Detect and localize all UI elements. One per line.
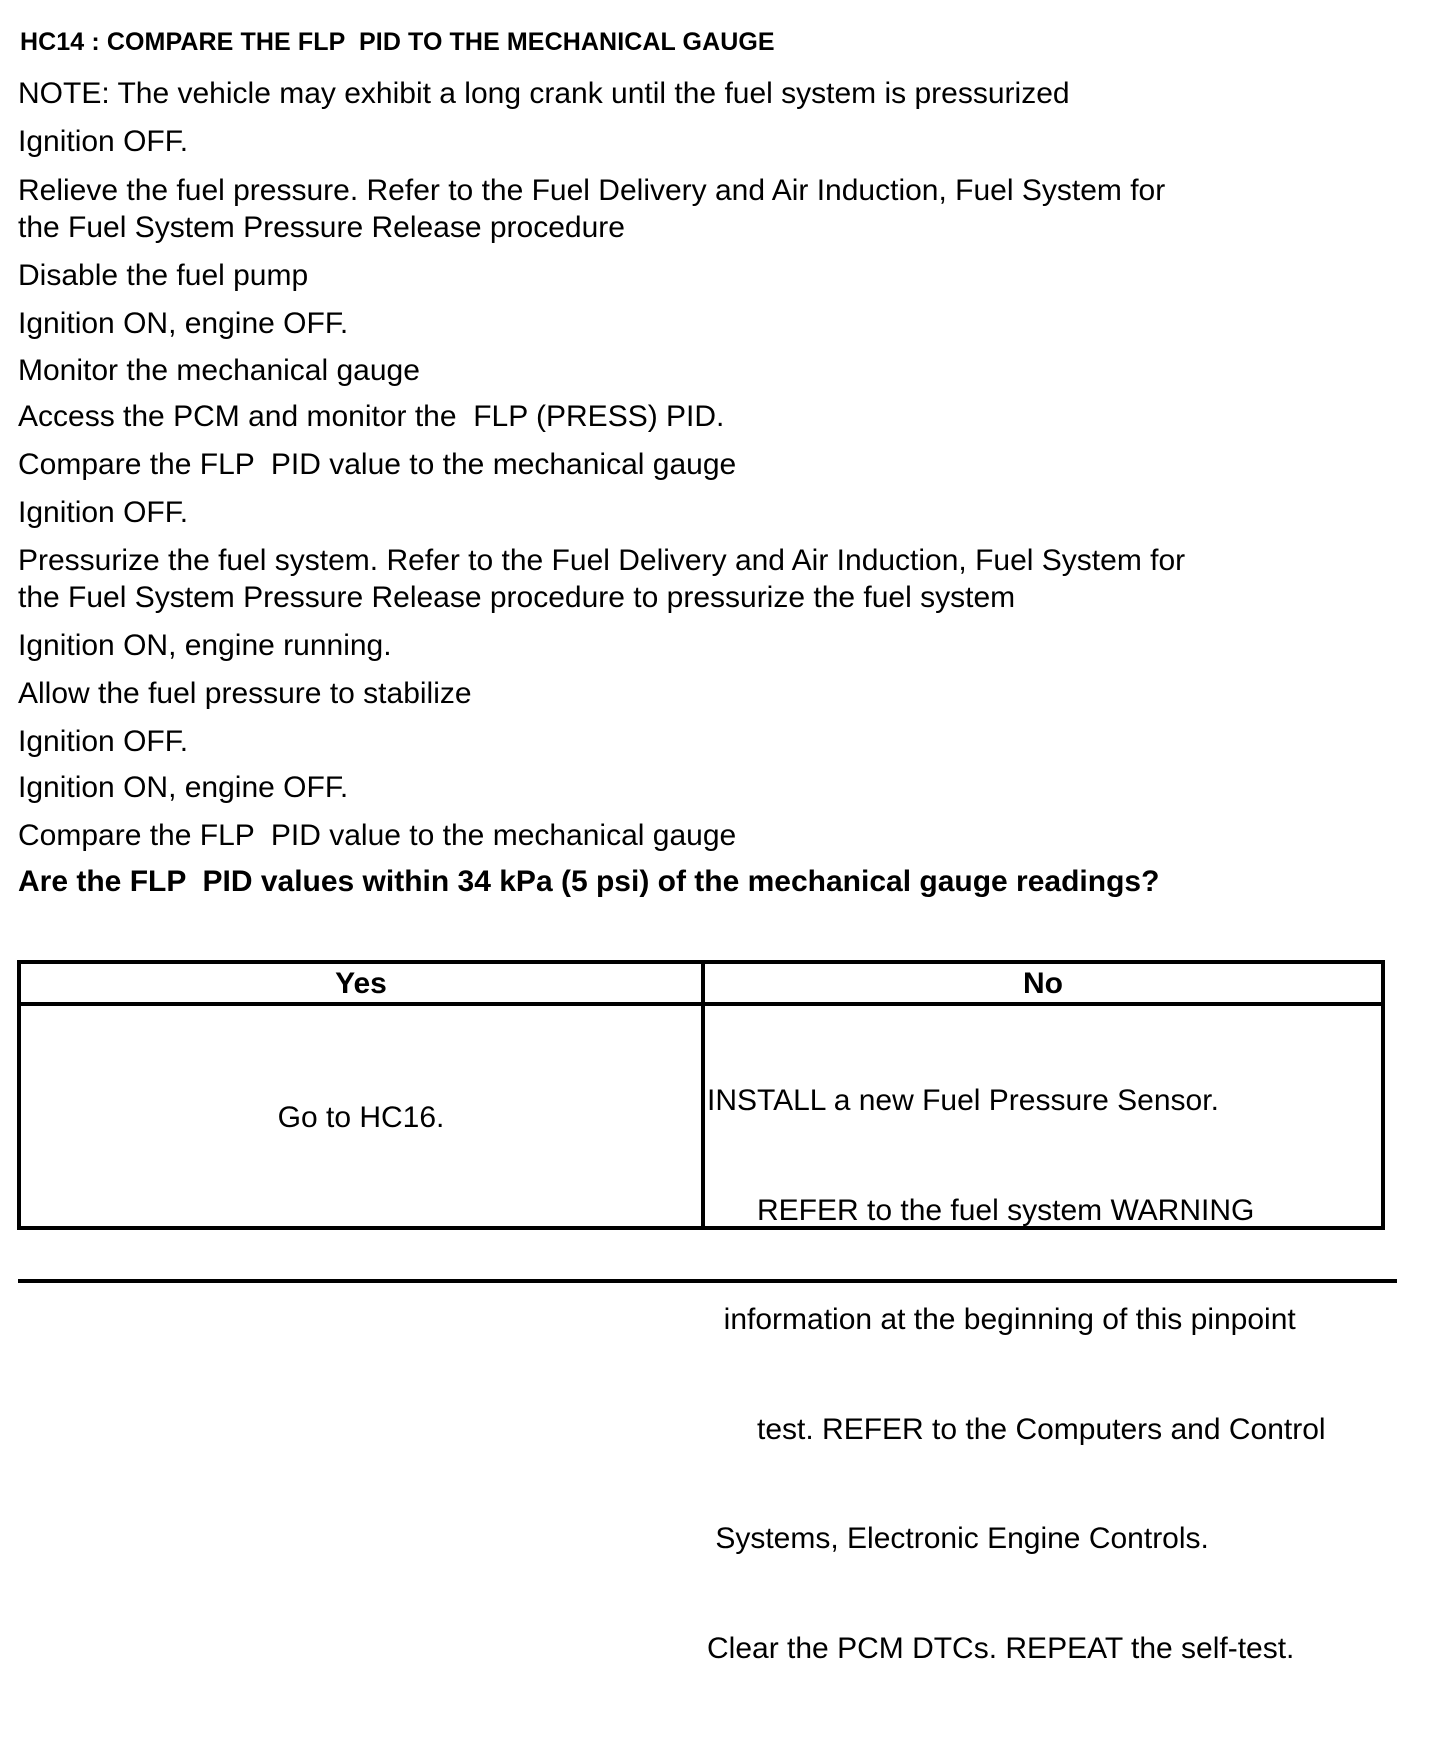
step-ignition-off: Ignition OFF. bbox=[18, 125, 189, 158]
bottom-divider bbox=[18, 1279, 1397, 1283]
yes-action-cell bbox=[21, 1006, 701, 1230]
no-action-line: REFER to the fuel system WARNING bbox=[707, 1193, 1255, 1227]
step-ignition-off: Ignition OFF. bbox=[18, 496, 189, 529]
step-stabilize: Allow the fuel pressure to stabilize bbox=[18, 677, 472, 710]
step-relieve-pressure: Relieve the fuel pressure. Refer to the Fuel Delivery and Air Induction, Fuel System for bbox=[18, 174, 1166, 207]
yes-action-text: Go to HC16. bbox=[277, 1101, 445, 1134]
step-monitor-gauge: Monitor the mechanical gauge bbox=[18, 354, 420, 387]
result-table bbox=[17, 960, 1385, 1665]
no-action-line: INSTALL a new Fuel Pressure Sensor. bbox=[707, 1084, 1219, 1117]
no-action-line: test. REFER to the Computers and Control bbox=[707, 1412, 1326, 1446]
step-compare-pid: Compare the FLP PID value to the mechanical gauge bbox=[18, 448, 737, 481]
no-action-line: information at the beginning of this pinpoint bbox=[707, 1303, 1296, 1336]
step-access-pcm: Access the PCM and monitor the FLP (PRESS) PID. bbox=[18, 400, 725, 433]
table-header-yes: Yes bbox=[335, 967, 387, 1000]
step-compare-pid: Compare the FLP PID value to the mechanical gauge bbox=[18, 819, 737, 852]
step-ignition-off: Ignition OFF. bbox=[18, 725, 189, 758]
step-disable-pump: Disable the fuel pump bbox=[18, 259, 309, 292]
step-pressurize-cont: the Fuel System Pressure Release procedure to pressurize the fuel system bbox=[18, 581, 1016, 614]
step-ignition-on-engine-running: Ignition ON, engine running. bbox=[18, 629, 392, 662]
table-header-no: No bbox=[1023, 967, 1063, 1000]
no-action-line: Systems, Electronic Engine Controls. bbox=[707, 1522, 1209, 1555]
test-question: Are the FLP PID values within 34 kPa (5 psi) of the mechanical gauge readings? bbox=[18, 865, 1160, 898]
step-note: NOTE: The vehicle may exhibit a long crank until the fuel system is pressurized bbox=[18, 77, 1070, 110]
page-title: HC14 : COMPARE THE FLP PID TO THE MECHANICAL GAUGE bbox=[20, 28, 775, 56]
step-pressurize: Pressurize the fuel system. Refer to the Fuel Delivery and Air Induction, Fuel System for bbox=[18, 544, 1186, 577]
no-action-line: Clear the PCM DTCs. REPEAT the self-test. bbox=[707, 1631, 1295, 1665]
step-relieve-pressure-cont: the Fuel System Pressure Release procedure bbox=[18, 211, 625, 244]
step-ignition-on-engine-off: Ignition ON, engine OFF. bbox=[18, 307, 349, 340]
step-ignition-on-engine-off: Ignition ON, engine OFF. bbox=[18, 771, 349, 804]
no-action-cell bbox=[707, 1010, 1383, 1665]
